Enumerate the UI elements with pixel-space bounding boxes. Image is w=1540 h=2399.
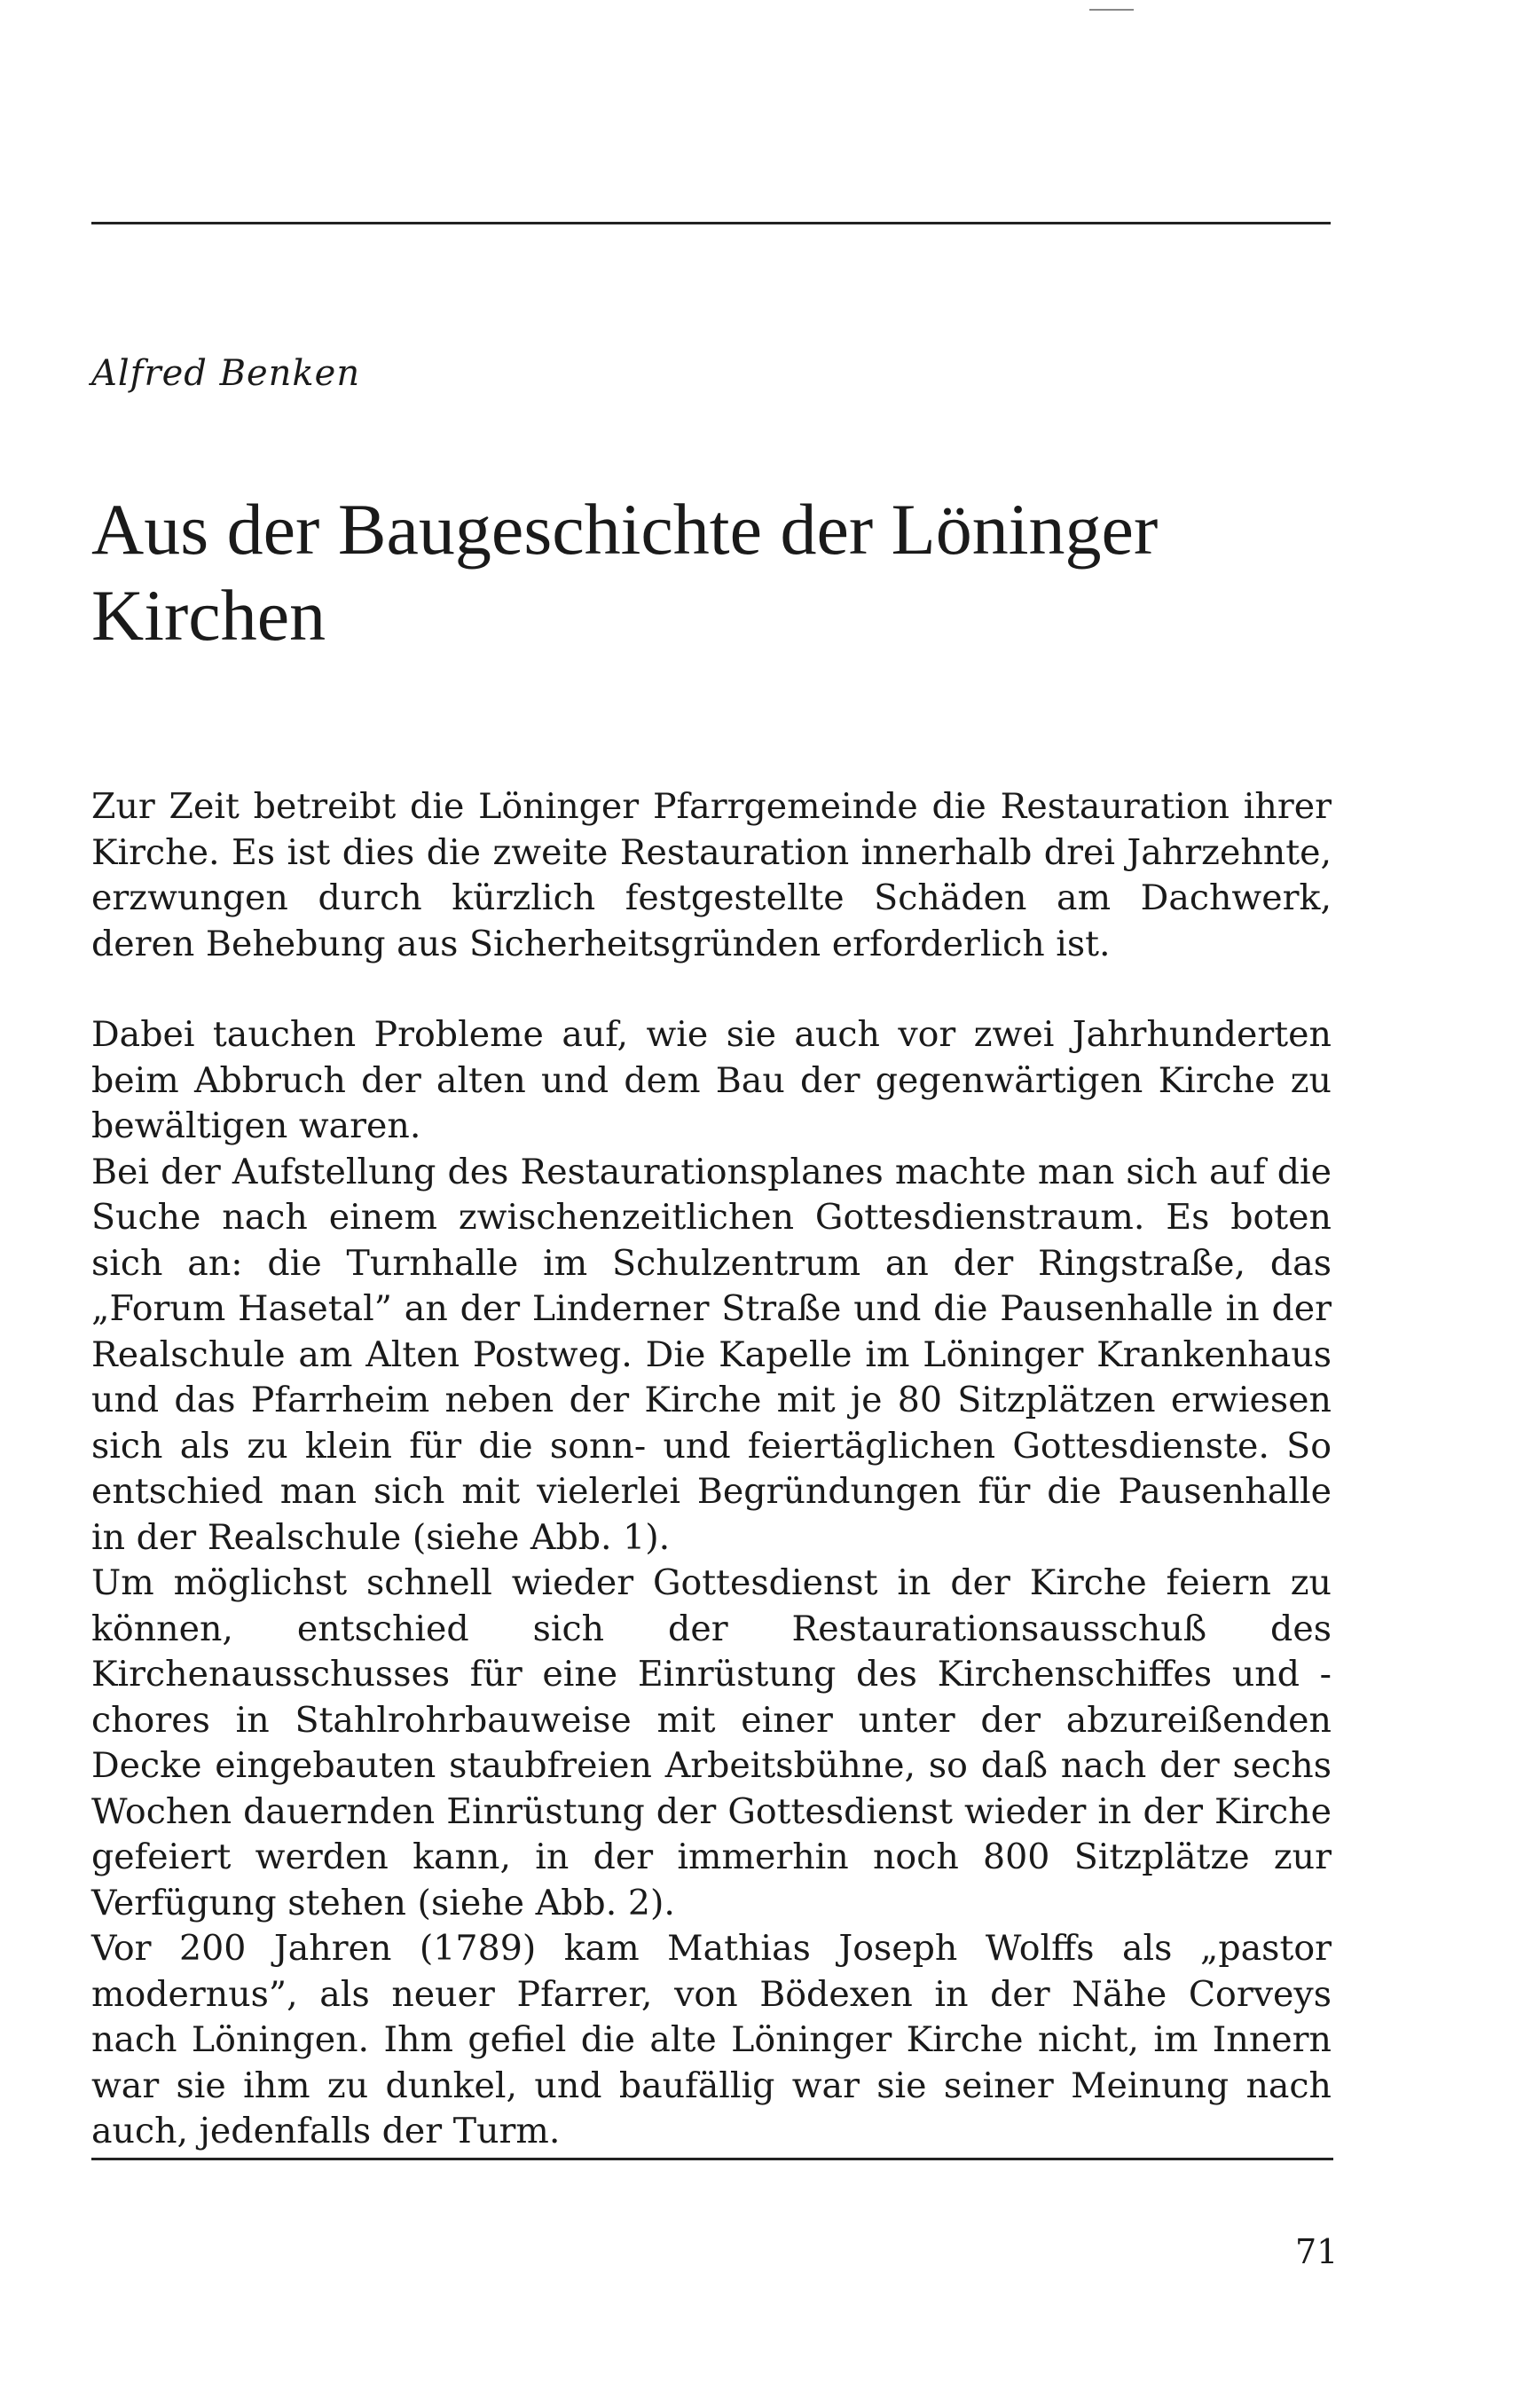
header-rule [91,222,1331,224]
paragraph: Um möglichst schnell wieder Gottesdienst in der Kirche feiern zu können, entschied sich der Restaurationsausschuß des Kirchenausschusses für eine Einrüstung des Kirchenschiffes und -chores in Stahlrohrbauweise mit einer unter der abzureißenden Decke eingebauten staubfreien Arbeitsbühne, so daß nach der sechs Wochen dauernden Einrüstung der Gottesdienst wieder in der Kirche gefeiert werden kann, in der immerhin noch 800 Sitzplätze zur Verfügung stehen (siehe Abb. 2). [91,1562,1332,1923]
paragraph: Bei der Aufstellung des Restaurationsplanes machte man sich auf die Suche nach einem zwischenzeitlichen Gottesdienstraum. Es boten sich an: die Turnhalle im Schulzentrum an der Ringstraße, das „Forum Hasetal” an der Linderner Straße und die Pausenhalle in der Realschule am Alten Postweg. Die Kapelle im Löninger Krankenhaus und das Pfarrheim neben der Kirche mit je 80 Sitzplätzen erwiesen sich als zu klein für die sonn- und feiertäglichen Gottesdienste. So entschied man sich mit vielerlei Begründungen für die Pausenhalle in der Realschule (siehe Abb. 1). [91,1151,1332,1558]
article-title: Aus der Baugeschichte der Löninger Kirchen [91,489,1159,656]
article-body [91,784,1332,2155]
author-name: Alfred Benken [91,353,361,394]
paragraph: Dabei tauchen Probleme auf, wie sie auch vor zwei Jahrhunderten beim Abbruch der alten und dem Bau der gegenwärtigen Kirche zu bewältigen waren. [91,1014,1332,1146]
paragraph: Vor 200 Jahren (1789) kam Mathias Joseph Wolffs als „pastor modernus”, als neuer Pfarrer, von Bödexen in der Nähe Corveys nach Löningen. Ihm gefiel die alte Löninger Kirche nicht, im Innern war sie ihm zu dunkel, und baufällig war sie seiner Meinung nach auch, jedenfalls der Turm. [91,1928,1332,2151]
scan-mark [1089,9,1134,11]
page-number: 71 [1295,2232,1339,2271]
paragraph: Zur Zeit betreibt die Löninger Pfarrgemeinde die Restauration ihrer Kirche. Es ist dies die zweite Restauration innerhalb drei Jahrzehnte, erzwungen durch kürzlich festgestellte Schäden am Dachwerk, deren Behebung aus Sicherheitsgründen erforderlich ist. [91,786,1332,964]
footer-rule [91,2158,1333,2160]
